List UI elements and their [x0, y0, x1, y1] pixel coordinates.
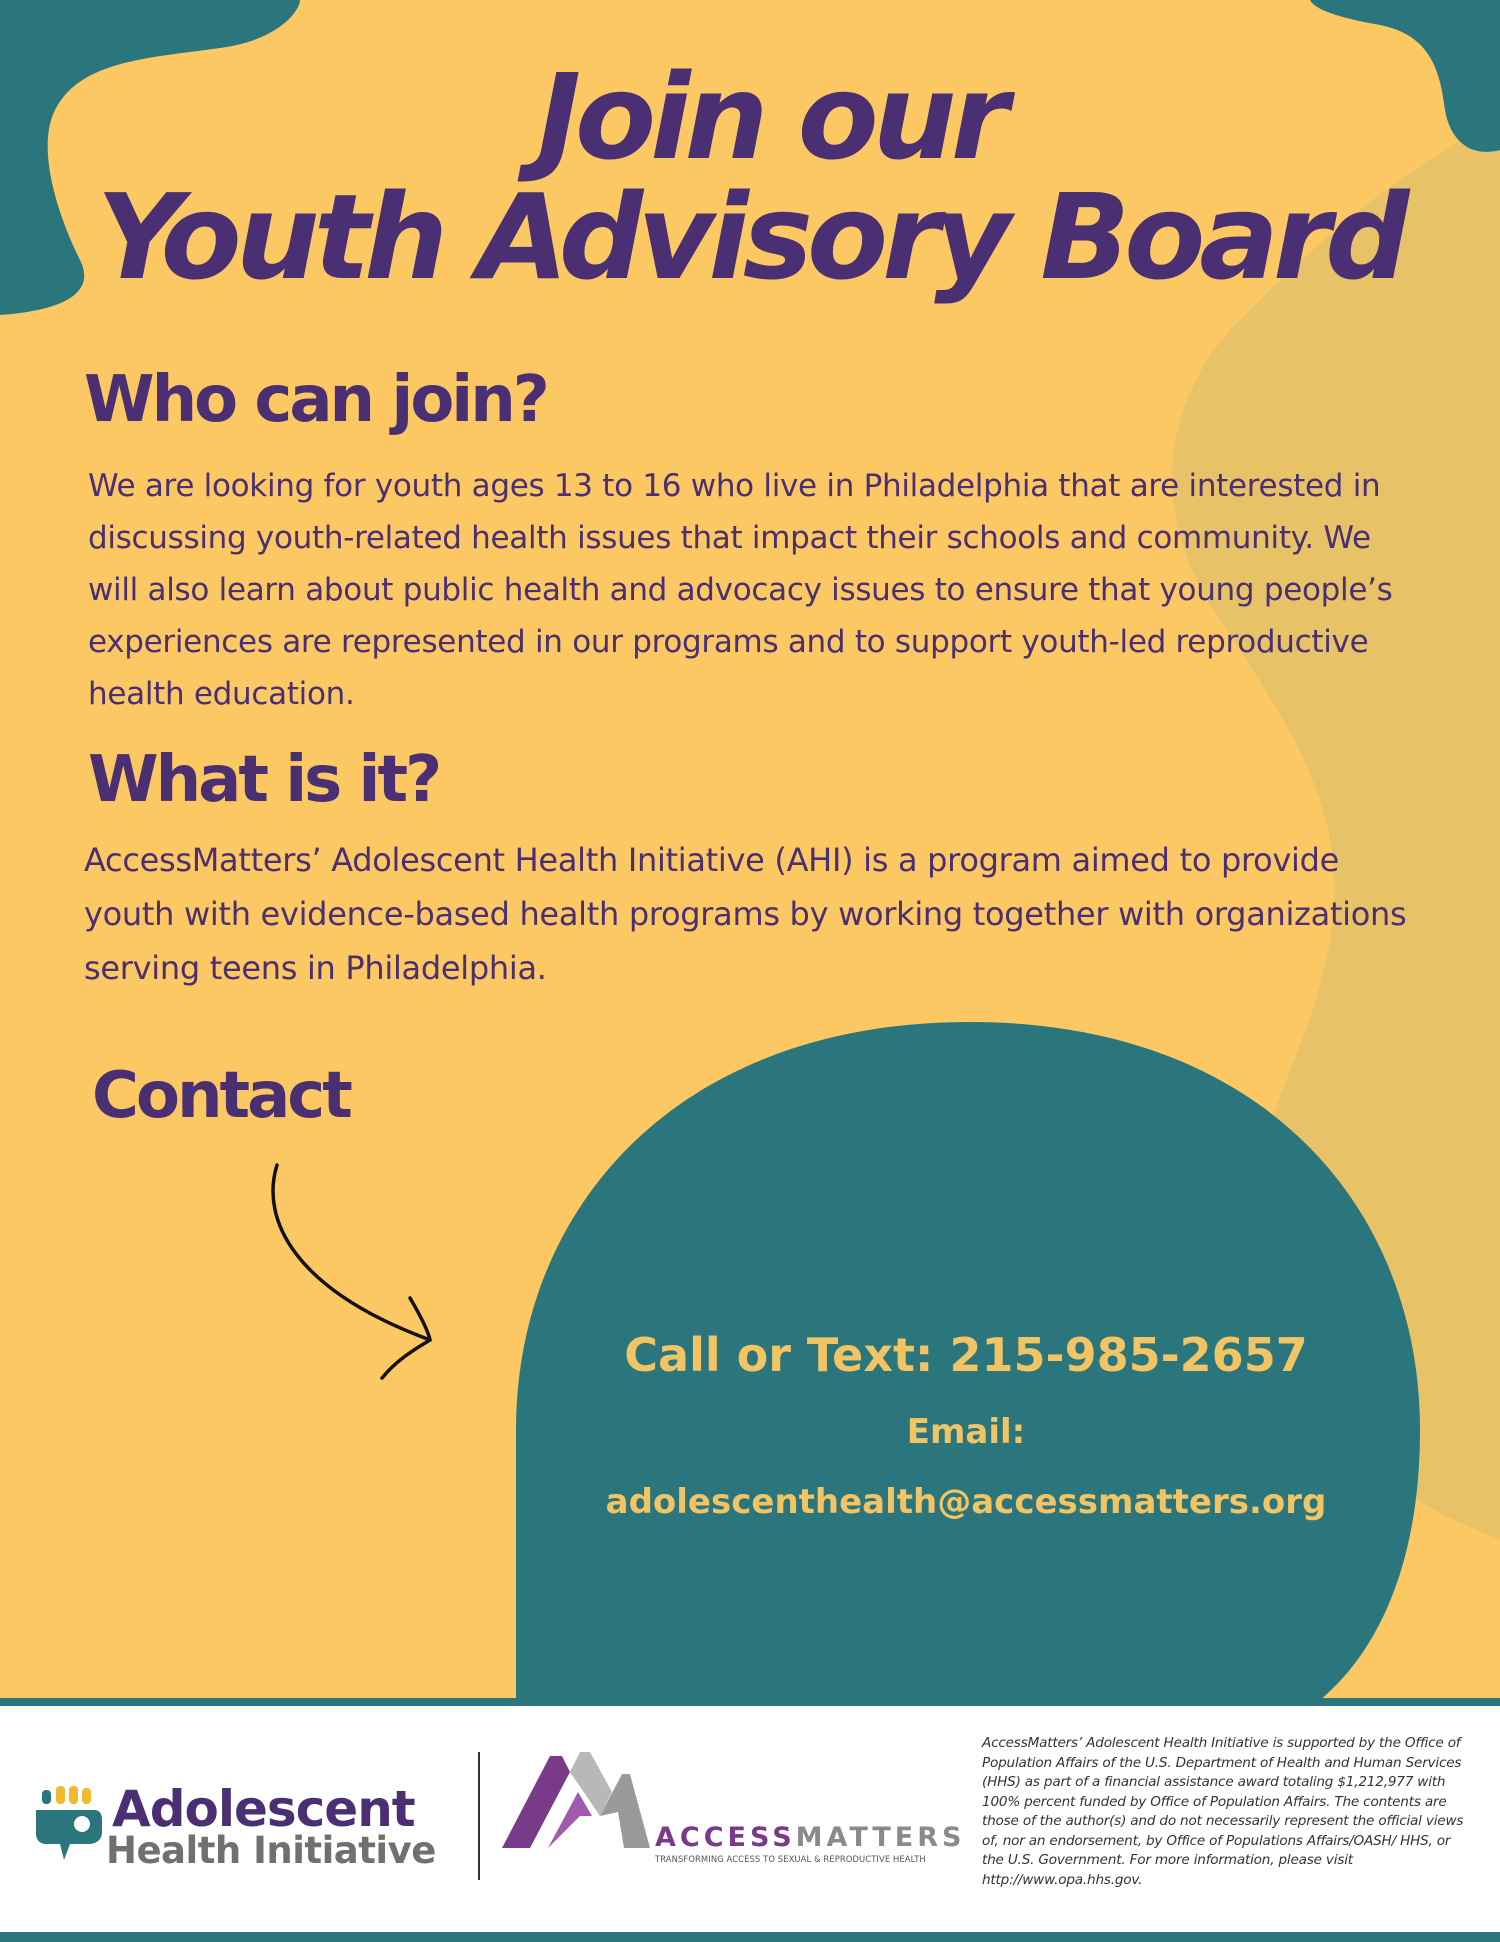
funding-disclaimer: AccessMatters’ Adolescent Health Initiative is supported by the Office of Population Affairs of the U.S. Department of Health and Human Services (HHS) as part of a financial assistance award totaling $1,212,977 with 100% percent funded by Office of Population Affairs. The contents are those of the author(s) and do not necessarily represent the official views of, nor an endorsement, by Office of Populations Affairs/OASH/ HHS, or the U.S. Government. For more information, please visit http://www.opa.hhs.gov. [982, 1735, 1464, 1888]
ahi-logo-line2: Health Initiative [106, 1829, 436, 1872]
am-monogram-icon [500, 1752, 650, 1852]
ahi-logo-line1: Adolescent [112, 1780, 415, 1838]
speech-hand-icon [34, 1784, 110, 1874]
footer-bottom-bar [0, 1932, 1500, 1942]
access-matters-name [655, 1824, 965, 1851]
what-paragraph: AccessMatters’ Adolescent Health Initiative (AHI) is a program aimed to provide youth with evidence-based health programs by working together with organizations serving teens in Philadelphia. [84, 841, 1407, 987]
contact-phone[interactable]: Call or Text: 215-985-2657 [624, 1328, 1308, 1382]
title-line-2: Youth Advisory Board [96, 168, 1404, 306]
access-matters-logo [500, 1752, 966, 1892]
am-name-part1: ACCESS [655, 1822, 796, 1853]
logo-divider [478, 1752, 480, 1880]
who-heading: Who can join? [84, 363, 547, 437]
arrow-icon [273, 1165, 430, 1378]
am-name-part2: MATTERS [795, 1822, 966, 1853]
who-paragraph: We are looking for youth ages 13 to 16 who live in Philadelphia that are interested in discussing youth-related health issues that impact their schools and community. We will also learn about public health and advocacy issues to ensure that young people’s experiences are represented in our programs and to support youth-led reproductive health education. [88, 468, 1393, 712]
what-heading: What is it? [88, 743, 440, 817]
contact-email[interactable]: adolescenthealth@accessmatters.org [605, 1482, 1327, 1522]
contact-email-label: Email: [906, 1412, 1026, 1452]
access-matters-tagline: TRANSFORMING ACCESS TO SEXUAL & REPRODUCTIVE HEALTH [655, 1854, 926, 1864]
title-line-1: Join our [537, 48, 1003, 186]
contact-heading: Contact [92, 1059, 350, 1133]
ahi-logo [34, 1780, 454, 1874]
footer [0, 1698, 1500, 1942]
